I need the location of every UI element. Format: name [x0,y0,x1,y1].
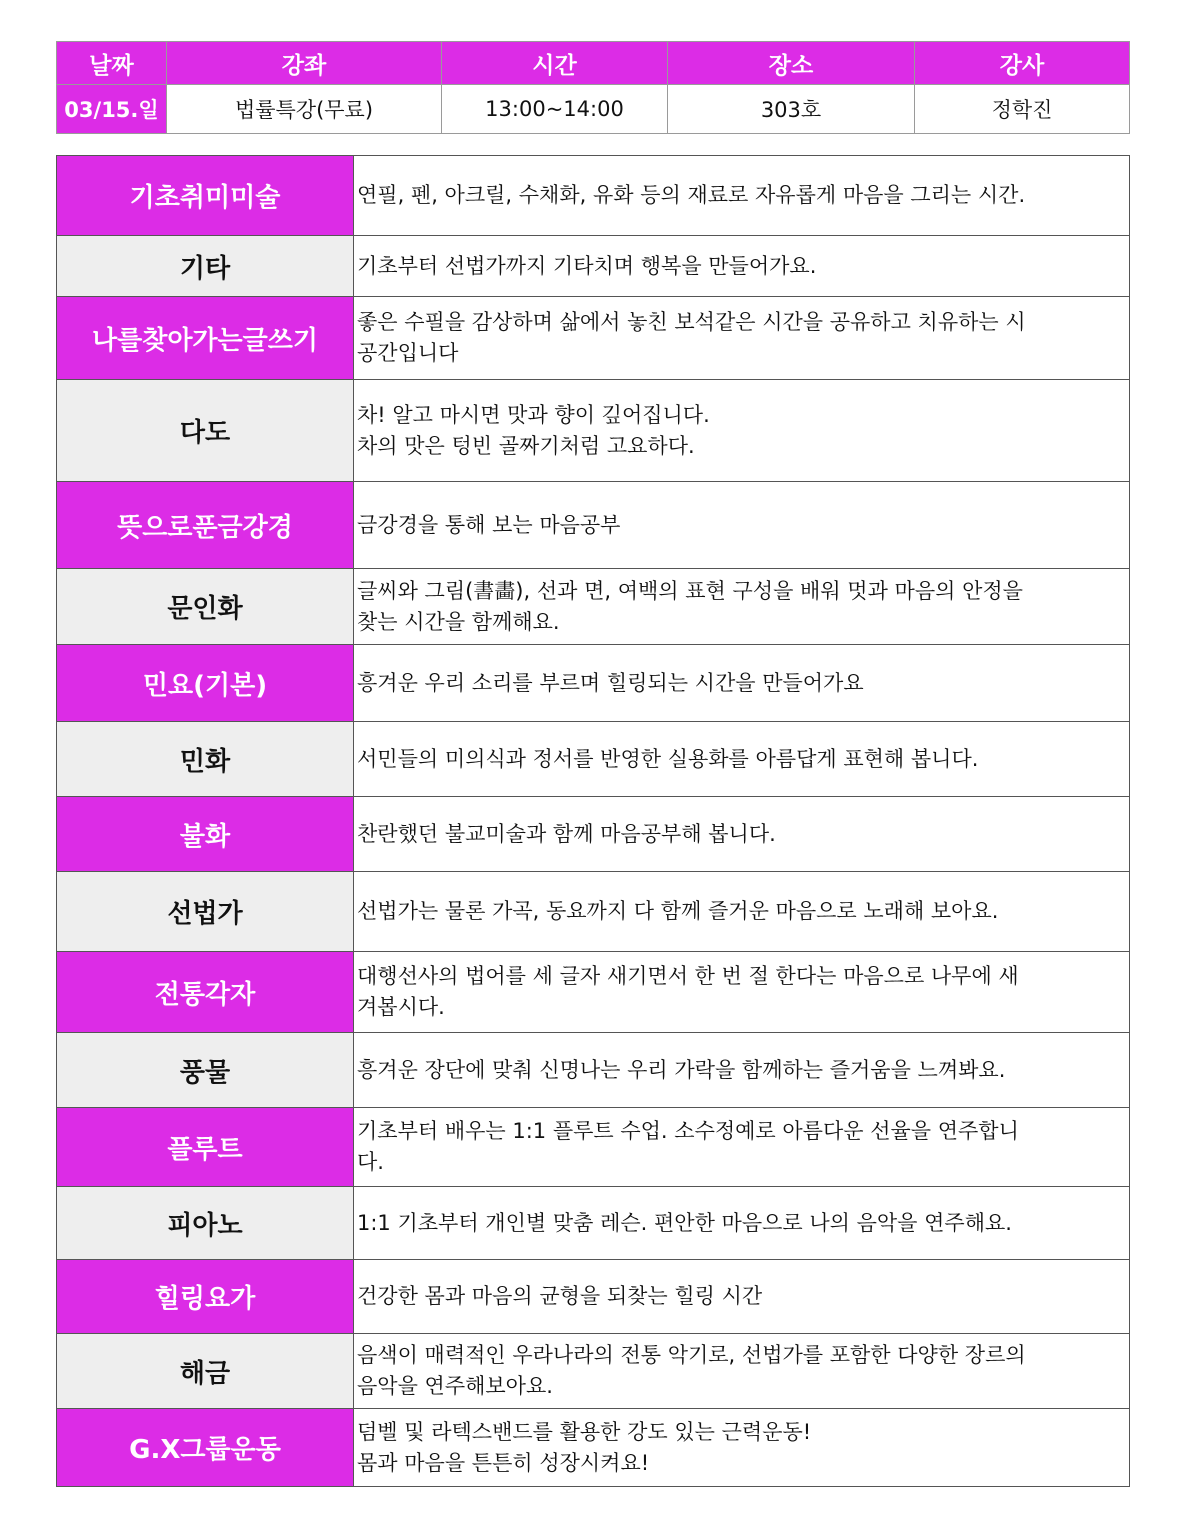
class-description-line: 연필, 펜, 아크릴, 수채화, 유화 등의 재료로 자유롭게 마음을 그리는 시간. [357,183,1026,207]
class-description-line: 기초부터 선법가까지 기타치며 행복을 만들어가요. [357,253,817,278]
class-description [354,952,1130,1033]
class-description-line: 1:1 기초부터 개인별 맞춤 레슨. 편안한 마음으로 나의 음악을 연주해요. [357,1210,1012,1235]
class-description-line: 덤벨 및 라텍스밴드를 활용한 강도 있는 근력운동! [357,1419,812,1444]
class-description-line: 음악을 연주해보아요. [357,1374,553,1398]
class-description-line: 음색이 매력적인 우라나라의 전통 악기로, 선법가를 포함한 다양한 장르의 [357,1343,1026,1367]
class-row [57,1033,1130,1108]
class-description-line: 다. [357,1150,384,1174]
class-description [354,380,1130,482]
class-description-line: 겨봅시다. [357,995,445,1019]
class-row [57,1409,1130,1487]
class-row [57,1108,1130,1187]
class-description [354,297,1130,380]
class-description [354,156,1130,236]
schedule-table [56,41,1130,134]
class-name: 불화 [57,797,354,872]
class-name: 피아노 [57,1187,354,1260]
class-description-line: 흥겨운 우리 소리를 부르며 힐링되는 시간을 만들어가요 [357,670,864,695]
class-description-line: 좋은 수필을 감상하며 삶에서 놓친 보석같은 시간을 공유하고 치유하는 시 [357,310,1026,334]
class-description-line: 금강경을 통해 보는 마음공부 [357,512,621,537]
class-row [57,297,1130,380]
schedule-row [57,85,1130,134]
header-time: 시간 [442,42,668,85]
schedule-instructor: 정학진 [915,85,1130,134]
class-row [57,482,1130,569]
header-place: 장소 [668,42,915,85]
class-description-line: 서민들의 미의식과 정서를 반영한 실용화를 아름답게 표현해 봅니다. [357,746,979,771]
schedule-place: 303호 [668,85,915,134]
class-description-line: 대행선사의 법어를 세 글자 새기면서 한 번 절 한다는 마음으로 나무에 새 [357,964,1019,988]
class-row [57,156,1130,236]
class-name: 기초취미미술 [57,156,354,236]
schedule-time: 13:00~14:00 [442,85,668,134]
class-description [354,1187,1130,1260]
class-description [354,482,1130,569]
class-name: 플루트 [57,1108,354,1187]
class-name: G.X그룹운동 [57,1409,354,1487]
header-date: 날짜 [57,42,167,85]
class-description [354,1260,1130,1334]
class-name: 나를찾아가는글쓰기 [57,297,354,380]
class-row [57,380,1130,482]
schedule-header-row [57,42,1130,85]
class-description [354,797,1130,872]
class-description [354,1033,1130,1108]
class-row [57,236,1130,297]
class-description [354,1334,1130,1409]
class-name: 기타 [57,236,354,297]
class-description-line: 선법가는 물론 가곡, 동요까지 다 함께 즐거운 마음으로 노래해 보아요. [357,899,999,923]
class-row [57,1334,1130,1409]
schedule-course: 법률특강(무료) [167,85,442,134]
class-row [57,872,1130,952]
schedule-date: 03/15.일 [57,85,167,134]
class-description-line: 차의 맛은 텅빈 골짜기처럼 고요하다. [357,433,695,458]
class-row [57,952,1130,1033]
class-description-line: 공간입니다 [357,341,459,365]
class-description-line: 흥겨운 장단에 맞춰 신명나는 우리 가락을 함께하는 즐거움을 느껴봐요. [357,1057,1006,1082]
class-row [57,797,1130,872]
class-row [57,1187,1130,1260]
class-description [354,722,1130,797]
class-description-line: 건강한 몸과 마음의 균형을 되찾는 힐링 시간 [357,1284,763,1308]
class-name: 풍물 [57,1033,354,1108]
class-description [354,1409,1130,1487]
class-description [354,569,1130,645]
class-description-line: 차! 알고 마시면 맛과 향이 깊어집니다. [357,402,710,427]
class-description-line: 기초부터 배우는 1:1 플루트 수업. 소수정예로 아름다운 선율을 연주합니 [357,1119,1019,1143]
header-course: 강좌 [167,42,442,85]
class-name: 다도 [57,380,354,482]
classes-table [56,155,1130,1487]
class-name: 선법가 [57,872,354,952]
class-description-line: 몸과 마음을 튼튼히 성장시켜요! [357,1450,650,1475]
class-row [57,722,1130,797]
class-name: 민요(기본) [57,645,354,722]
class-row [57,569,1130,645]
header-instructor: 강사 [915,42,1130,85]
class-description [354,236,1130,297]
class-name: 해금 [57,1334,354,1409]
class-description-line: 찬란했던 불교미술과 함께 마음공부해 봅니다. [357,821,776,846]
class-description-line: 글씨와 그림(書畵), 선과 면, 여백의 표현 구성을 배워 멋과 마음의 안정을 [357,578,1023,603]
class-name: 힐링요가 [57,1260,354,1334]
class-description [354,872,1130,952]
class-name: 민화 [57,722,354,797]
class-description [354,1108,1130,1187]
class-name: 뜻으로푼금강경 [57,482,354,569]
class-description [354,645,1130,722]
classes-body [57,156,1130,1487]
class-row [57,645,1130,722]
class-name: 문인화 [57,569,354,645]
class-row [57,1260,1130,1334]
class-name: 전통각자 [57,952,354,1033]
class-description-line: 찾는 시간을 함께해요. [357,609,560,634]
